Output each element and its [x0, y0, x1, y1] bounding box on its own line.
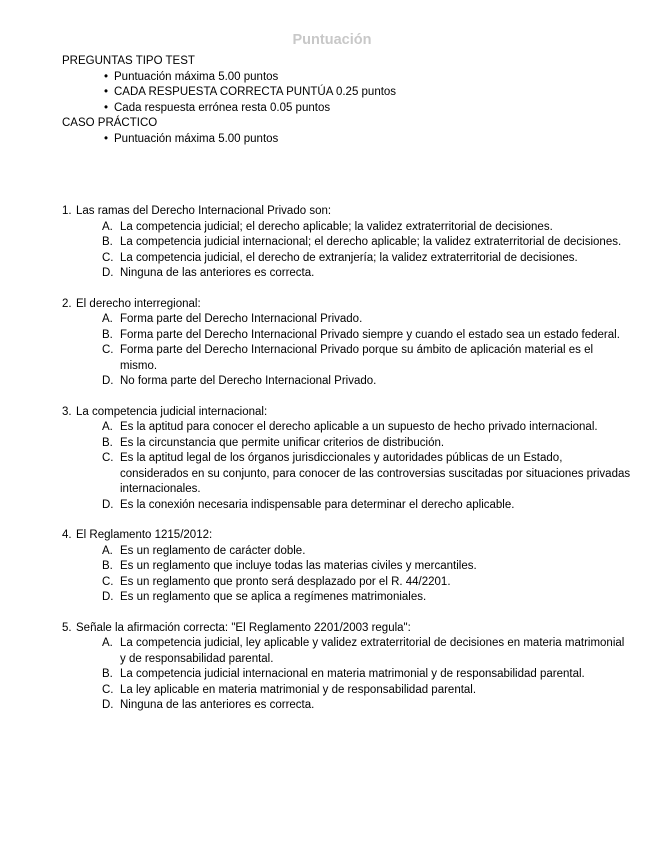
option-letter: A.: [102, 421, 113, 433]
option-letter: A.: [102, 220, 113, 233]
scoring-section: [62, 54, 642, 147]
question-4: [62, 528, 632, 606]
option-letter: C.: [102, 683, 114, 696]
option-text: La competencia judicial internacional; el derecho aplicable; la validez extraterritorial de decisiones.: [120, 236, 622, 248]
option-letter: D.: [102, 375, 114, 387]
option-letter: B.: [102, 560, 113, 572]
answer-option: [102, 590, 632, 606]
answer-options: [62, 220, 632, 282]
question-number: 1.: [62, 205, 72, 217]
answer-options: [62, 636, 632, 714]
question-1: [62, 204, 632, 282]
option-text: Es un reglamento de carácter doble.: [120, 544, 306, 557]
question-text: La competencia judicial internacional:: [76, 405, 268, 418]
answer-option: [102, 420, 632, 436]
answer-option: [102, 498, 632, 514]
answer-option: [102, 451, 632, 498]
option-letter: A.: [102, 313, 113, 325]
option-text: La ley aplicable en materia matrimonial y de responsabilidad parental.: [120, 683, 477, 696]
option-letter: C.: [102, 452, 114, 464]
scoring-item: • Cada respuesta errónea resta 0.05 puntos: [104, 101, 642, 117]
option-letter: A.: [102, 544, 113, 557]
answer-options: [62, 312, 632, 390]
scoring-item: • CADA RESPUESTA CORRECTA PUNTÚA 0.25 puntos: [104, 85, 642, 101]
option-letter: B.: [102, 668, 113, 680]
page-title: Puntuación: [292, 32, 372, 48]
answer-option: [102, 698, 632, 714]
option-letter: D.: [102, 591, 114, 603]
answer-option: [102, 251, 632, 267]
option-letter: B.: [102, 236, 113, 248]
case-section-heading: CASO PRÁCTICO: [62, 117, 158, 129]
option-letter: D.: [102, 498, 114, 511]
option-text: La competencia judicial internacional en materia matrimonial y de responsabilidad parental.: [120, 668, 585, 680]
answer-option: [102, 266, 632, 282]
option-letter: B.: [102, 328, 113, 341]
question-number: 2.: [62, 297, 72, 310]
option-letter: B.: [102, 436, 113, 449]
case-scoring-list: [62, 132, 642, 148]
option-text: Es la conexión necesaria indispensable para determinar el derecho aplicable.: [120, 498, 515, 511]
option-text: Forma parte del Derecho Internacional Privado siempre y cuando el estado sea un estado federal.: [120, 328, 620, 341]
answer-option: [102, 312, 632, 328]
option-text: No forma parte del Derecho Internacional Privado.: [120, 375, 377, 387]
option-letter: C.: [102, 575, 114, 588]
answer-options: [62, 420, 632, 513]
answer-option: [102, 544, 632, 560]
option-text: Es la aptitud para conocer el derecho aplicable a un supuesto de hecho privado internacional.: [120, 421, 598, 433]
question-2: [62, 297, 632, 390]
option-text: Es la circunstancia que permite unificar criterios de distribución.: [120, 436, 445, 449]
question-text: Señale la afirmación correcta: "El Reglamento 2201/2003 regula":: [76, 621, 411, 634]
test-scoring-list: [62, 70, 642, 117]
answer-option: [102, 220, 632, 236]
scoring-item: • Puntuación máxima 5.00 puntos: [104, 70, 642, 86]
option-letter: D.: [102, 699, 114, 711]
answer-option: [102, 436, 632, 452]
question-number: 4.: [62, 529, 72, 541]
answer-option: [102, 636, 632, 667]
question-text: El derecho interregional:: [76, 297, 201, 310]
option-text: Forma parte del Derecho Internacional Privado.: [120, 313, 363, 325]
option-letter: D.: [102, 267, 114, 279]
option-text: Es la aptitud legal de los órganos jurisdiccionales y autoridades públicas de un Estado, considerados en su conjunto, para conocer de las controversias suscitadas por situaciones privadas internacionales.: [120, 452, 631, 495]
option-letter: C.: [102, 344, 114, 356]
option-text: Es un reglamento que se aplica a regímenes matrimoniales.: [120, 591, 427, 603]
option-letter: C.: [102, 251, 114, 264]
option-text: Forma parte del Derecho Internacional Privado porque su ámbito de aplicación material es el mismo.: [120, 344, 594, 372]
question-5: [62, 621, 632, 714]
test-section-heading: PREGUNTAS TIPO TEST: [62, 55, 195, 67]
option-text: La competencia judicial, ley aplicable y validez extraterritorial de decisiones en materia matrimonial y de responsabilidad parental.: [120, 637, 625, 665]
option-text: Ninguna de las anteriores es correcta.: [120, 699, 315, 711]
option-text: Es un reglamento que incluye todas las materias civiles y mercantiles.: [120, 560, 477, 572]
answer-option: [102, 328, 632, 344]
question-3: [62, 405, 632, 514]
question-text: Las ramas del Derecho Internacional Privado son:: [76, 205, 332, 217]
option-text: La competencia judicial, el derecho de extranjería; la validez extraterritorial de decisiones.: [120, 251, 578, 264]
answer-option: [102, 575, 632, 591]
question-number: 5.: [62, 621, 72, 634]
answer-option: [102, 374, 632, 390]
answer-option: [102, 683, 632, 699]
option-letter: A.: [102, 637, 113, 649]
question-text: El Reglamento 1215/2012:: [76, 529, 213, 541]
question-number: 3.: [62, 405, 72, 418]
answer-option: [102, 343, 632, 374]
answer-option: [102, 667, 632, 683]
question-list: [62, 204, 632, 729]
answer-option: [102, 559, 632, 575]
option-text: Ninguna de las anteriores es correcta.: [120, 267, 315, 279]
option-text: La competencia judicial; el derecho aplicable; la validez extraterritorial de decisiones.: [120, 220, 553, 233]
answer-options: [62, 544, 632, 606]
option-text: Es un reglamento que pronto será desplazado por el R. 44/2201.: [120, 575, 451, 588]
scoring-item: • Puntuación máxima 5.00 puntos: [104, 132, 642, 148]
answer-option: [102, 235, 632, 251]
